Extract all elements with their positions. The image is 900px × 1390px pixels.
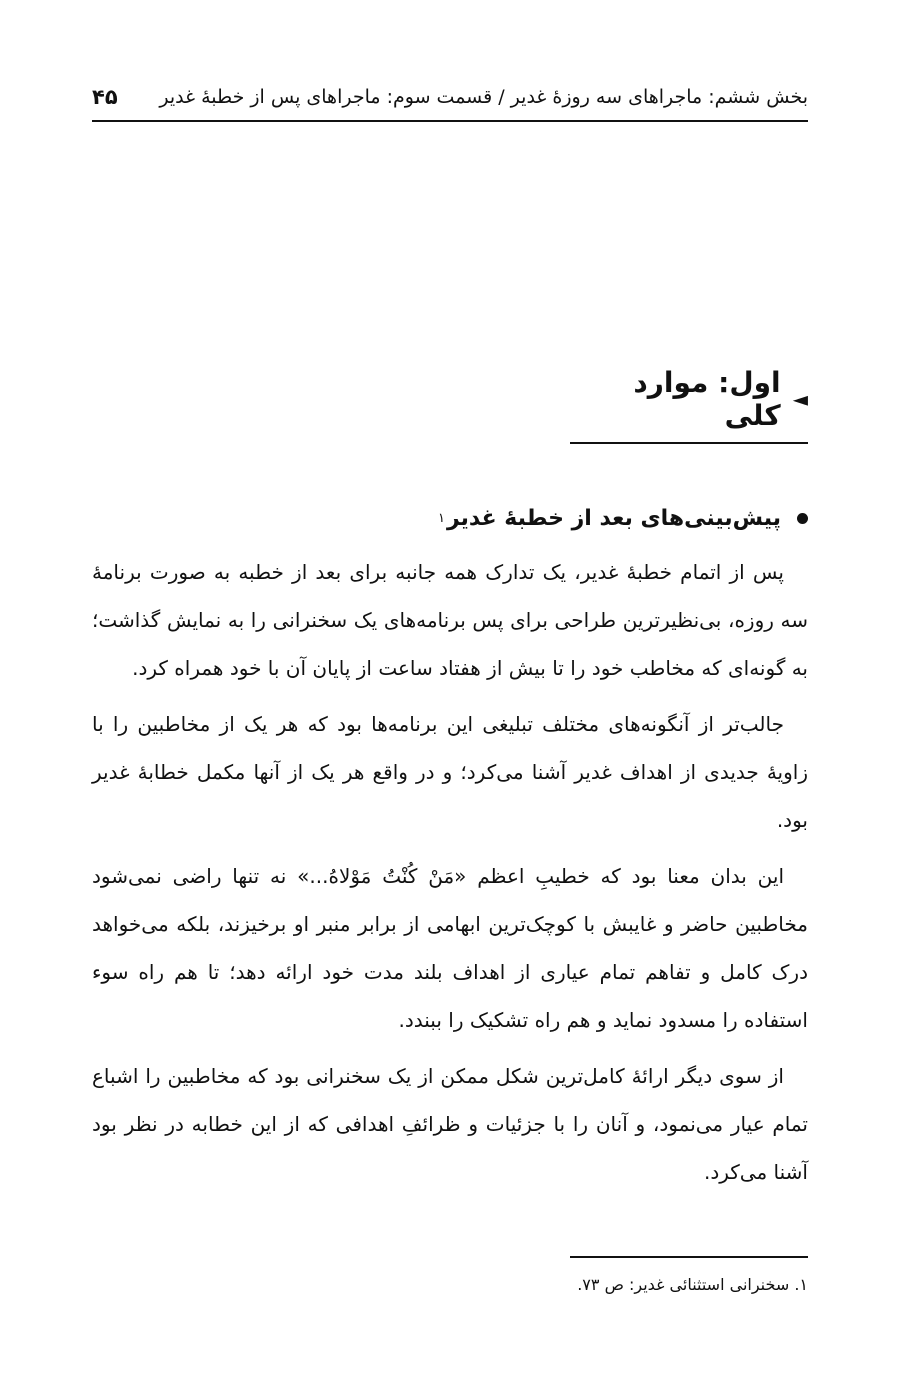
paragraph: از سوی دیگر ارائهٔ کامل‌ترین شکل ممکن از یک سخنرانی بود که مخاطبین را اشباع تمام عیار می‌نمود، و آنان را با جزئیات و ظرائفِ اهدافی که از این خطابه در نظر بود آشنا می‌کرد. — [92, 1064, 808, 1184]
footnote-divider — [570, 1256, 808, 1258]
footnote-reference: ۱ — [437, 511, 445, 526]
running-head: بخش ششم: ماجراهای سه روزهٔ غدیر / قسمت سوم: ماجراهای پس از خطبهٔ غدیر — [159, 86, 808, 108]
body-text — [92, 548, 808, 1204]
subsection-title: پیش‌بینی‌های بعد از خطبهٔ غدیر — [446, 506, 781, 531]
paragraph: جالب‌تر از آنگونه‌های مختلف تبلیغی این برنامه‌ها بود که هر یک از مخاطبین را با زاویهٔ جدیدی از اهداف غدیر آشنا می‌کرد؛ و در واقع هر یک از آنها مکمل خطابهٔ غدیر بود. — [92, 712, 808, 832]
bullet-icon — [797, 513, 808, 524]
subsection-heading — [438, 506, 808, 531]
page-header — [92, 74, 808, 122]
triangle-marker-icon: ◄ — [792, 387, 808, 411]
paragraph: پس از اتمام خطبهٔ غدیر، یک تدارک همه جانبه برای بعد از خطبه به صورت برنامهٔ سه روزه، بی‌نظیرترین طراحی برای پس برنامه‌های یک سخنرانی را به نمایش گذاشت؛ به گونه‌ای که مخاطب خود را تا بیش از هفتاد ساعت از پایان آن با خود همراه کرد. — [92, 560, 808, 680]
footnote: ۱. سخنرانی استثنائی غدیر: ص ۷۳. — [577, 1275, 808, 1294]
page-number: ۴۵ — [92, 85, 118, 109]
section-title: اول: موارد کلی — [633, 366, 781, 432]
section-heading — [570, 366, 808, 444]
paragraph: این بدان معنا بود که خطیبِ اعظم «مَنْ کُنْتُ مَوْلاهُ...» نه تنها راضی نمی‌شود مخاطبین حاضر و غایبش با کوچک‌ترین ابهامی از برابر منبر او برخیزند، بلکه می‌خواهد درک کامل و تفاهم تمام عیاری از اهداف بلند مدت خود ارائه دهد؛ تا هم راه سوء استفاده را مسدود نماید و هم راه تشکیک را ببندد. — [92, 864, 808, 1032]
